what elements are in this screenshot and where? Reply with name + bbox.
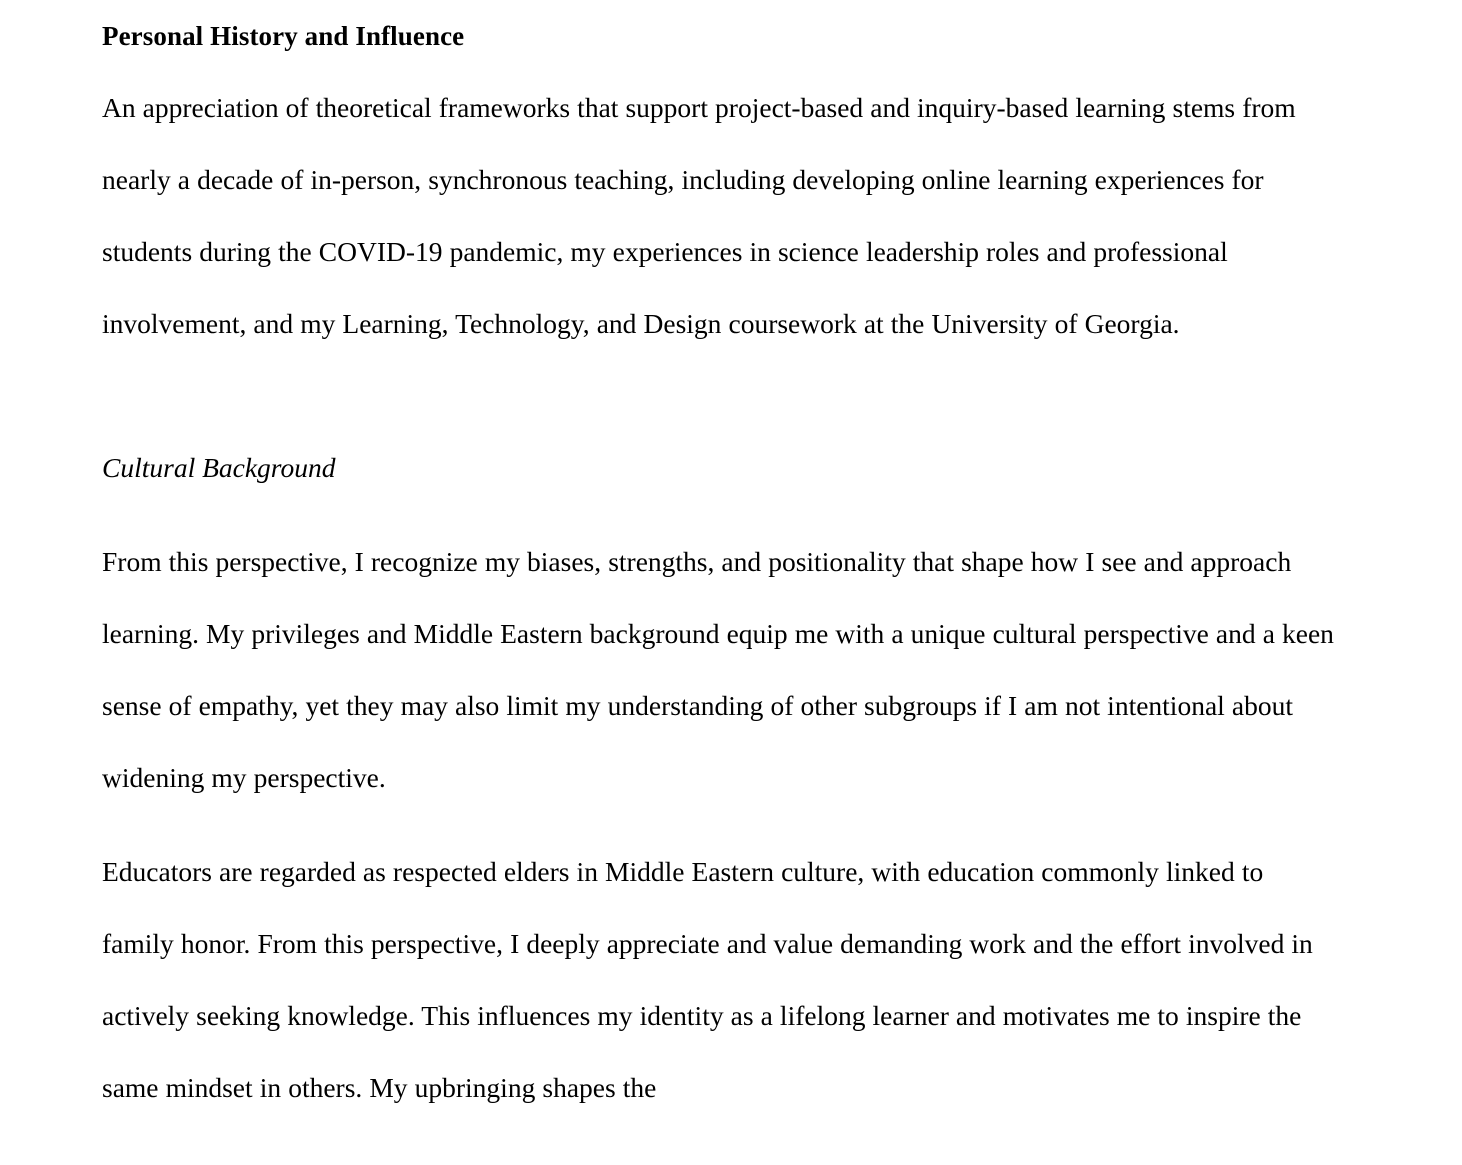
paragraph-spacer [102,360,1337,432]
paragraph-personal-history: An appreciation of theoretical frameworks that support project-based and inquiry-based learning stems from nearly a decade of in-person, synchronous teaching, including developing online learning experiences for students during the COVID-19 pandemic, my experiences in science leadership roles and professional involvement, and my Learning, Technology, and Design coursework at the University of Georgia. [102,92,1296,339]
section-heading: Personal History and Influence [102,21,465,51]
document-text-column [102,0,1337,1124]
paragraph-educators-elders: Educators are regarded as respected elders in Middle Eastern culture, with education commonly linked to family honor. From this perspective, I deeply appreciate and value demanding work and the effort involved in actively seeking knowledge. This influences my identity as a lifelong learner and motivates me to inspire the same mindset in others. My upbringing shapes the [102,856,1313,1103]
paragraph-gap [102,814,1337,836]
heading-spacer [102,504,1337,526]
sub-heading-cultural-background: Cultural Background [102,452,336,483]
paragraph-positionality: From this perspective, I recognize my biases, strengths, and positionality that shape how I see and approach learning. My privileges and Middle Eastern background equip me with a unique cultural perspective and a keen sense of empathy, yet they may also limit my understanding of other subgroups if I am not intentional about widening my perspective. [102,546,1334,793]
